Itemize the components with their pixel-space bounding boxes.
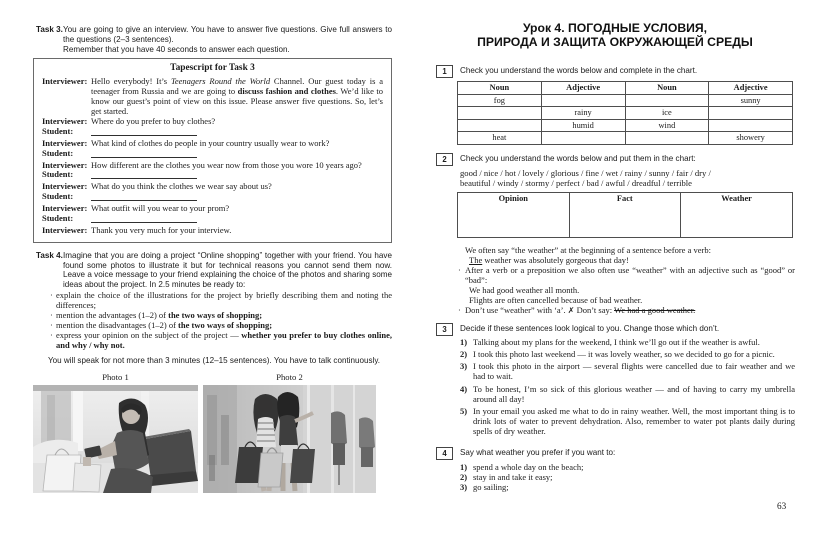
table-cell: heat	[458, 132, 542, 145]
speaker-label: Interviewer:	[42, 115, 88, 126]
dialog-text: . We’d like to know our guest’s point of view on this issue. Please answer five questions. So, let’s get started.	[91, 86, 383, 117]
exercise-3-instruction: Decide if these sentences look logical to you. Change those which don’t.	[460, 323, 720, 333]
word-list	[460, 168, 795, 188]
dialog-text: Channel. Our guest today is a teenager from Russia and we are going to	[91, 76, 383, 97]
note-bullet-text: Don’t say:	[574, 304, 615, 315]
task4-label: Task 4.	[36, 250, 63, 260]
note-bullet	[460, 265, 795, 285]
table-cell-empty	[625, 132, 709, 145]
item-number: 2)	[460, 471, 468, 482]
item-text: stay in and take it easy;	[473, 471, 553, 482]
table-row	[458, 107, 793, 120]
column-header: Noun	[625, 82, 709, 95]
note-bullet	[460, 305, 795, 316]
note-example	[460, 255, 795, 265]
exercise-4-items	[460, 462, 795, 493]
bullet-icon: ·	[50, 329, 53, 340]
sentence-item	[460, 338, 795, 348]
dialog-line	[42, 204, 383, 214]
list-item	[460, 472, 795, 482]
table-cell-empty	[541, 132, 625, 145]
underlined-word: The	[469, 254, 483, 265]
exercise-1	[435, 66, 795, 145]
bullet-bold-text: the two ways of shopping;	[168, 309, 263, 320]
dialog-text: What do you think the clothes we wear say about us?	[91, 181, 272, 192]
speaker-label: Student:	[42, 147, 74, 158]
answer-blank-line	[91, 127, 197, 136]
task4-bullet	[36, 291, 392, 311]
bullet-icon: ·	[50, 309, 53, 320]
note-example: Flights are often cancelled because of bad weather.	[469, 294, 643, 305]
bullet-text: express your opinion on the subject of the project —	[56, 329, 242, 340]
sentence-text: Talking about my plans for the weekend, I think we’ll go out if the weather is awful.	[473, 336, 760, 347]
sentence-number: 4)	[460, 383, 468, 394]
task3-instructions	[36, 25, 392, 54]
note-line: We often say “the weather” at the beginning of a sentence before a verb:	[465, 244, 711, 255]
right-page	[435, 22, 795, 492]
bullet-text: mention the disadvantages (1–2) of	[56, 319, 179, 330]
table-cell-empty	[458, 119, 542, 132]
speaker-label: Interviewer:	[42, 181, 88, 192]
sentence-number: 1)	[460, 336, 468, 347]
bullet-icon: ·	[458, 304, 461, 315]
list-item	[460, 482, 795, 492]
sentence-text: To be honest, I’m so sick of this glorious weather — and of having to carry my umbrella around all day!	[473, 383, 795, 404]
task3-intro-line1: You are going to give an interview. You have to answer five questions. Give full answers to the questions (2–3 sentences).	[63, 25, 392, 44]
speaker-label: Interviewer:	[42, 137, 88, 148]
dialog-line	[42, 139, 383, 149]
table-cell: showery	[709, 132, 793, 145]
speaker-label: Interviewer:	[42, 76, 88, 87]
photo-1-label: Photo 1	[102, 372, 129, 383]
dialog-text: What outfit will you wear to your prom?	[91, 203, 230, 214]
photo-2-label: Photo 2	[276, 372, 303, 383]
table-header-row	[458, 192, 793, 237]
dialog-text: What kind of clothes do people in your country usually wear to work?	[91, 137, 330, 148]
bullet-bold-text: whether you prefer to buy clothes online, and why / why not.	[56, 329, 392, 350]
table-row	[458, 132, 793, 145]
table-cell-empty	[709, 107, 793, 120]
sentence-text: I took this photo last weekend — it was lovely weather, so we decided to go for a picnic.	[473, 348, 775, 359]
dialog-line	[42, 161, 383, 171]
left-page	[36, 25, 392, 494]
sentence-item	[460, 385, 795, 405]
wrong-example-text: We had a good weather.	[614, 304, 696, 315]
sentence-item	[460, 407, 795, 437]
table-cell-empty	[709, 119, 793, 132]
speaker-label: Student:	[42, 213, 74, 224]
sentence-number: 5)	[460, 405, 468, 416]
photo-1-image	[33, 385, 198, 493]
answer-blank-line	[91, 214, 197, 223]
column-header: Adjective	[541, 82, 625, 95]
answer-blank-line	[91, 192, 197, 201]
bullet-bold-text: the two ways of shopping;	[178, 319, 273, 330]
bullet-icon: ·	[50, 319, 53, 330]
dont-say-cross-icon: ✗	[567, 305, 575, 315]
task4-bullet-list	[36, 291, 392, 350]
table-header-row	[458, 82, 793, 95]
dialog-text: Thank you very much for your interview.	[91, 224, 232, 235]
dialog-line	[42, 77, 383, 117]
word-list-line2: beautiful / windy / stormy / perfect / bad / awful / dreadful / terrible	[460, 177, 692, 188]
task3-label: Task 3.	[36, 25, 63, 34]
sentence-text: I took this photo in the airport — several flights were cancelled due to fair weather and we had to wait.	[473, 361, 795, 382]
exercise-3-sentences	[460, 338, 795, 437]
note-bullet-text: Don’t use “weather” with ‘a’.	[465, 304, 568, 315]
table-cell: sunny	[709, 94, 793, 107]
word-list-line1: good / nice / hot / lovely / glorious / fine / wet / rainy / sunny / fair / dry /	[460, 167, 711, 178]
item-text: go sailing;	[473, 482, 509, 493]
dialog-text: Hello everybody! It’s	[91, 76, 171, 87]
table-cell: wind	[625, 119, 709, 132]
tapescript-box	[33, 58, 392, 243]
note-bullet-text: After a verb or a preposition we also often use “weather” with an adjective such as “good” or “bad”:	[465, 264, 795, 285]
dialog-line	[42, 226, 383, 236]
dialog-bold-text: discuss fashion and clothes	[237, 86, 336, 97]
task4-note: You will speak for not more than 3 minutes (12–15 sentences). You have to talk continuously.	[48, 355, 381, 365]
opinion-fact-weather-table	[457, 192, 793, 238]
exercise-1-number: 1	[436, 65, 453, 78]
lesson-title-line2: ПРИРОДА И ЗАЩИТА ОКРУЖАЮЩЕЙ СРЕДЫ	[477, 34, 753, 49]
table-cell: ice	[625, 107, 709, 120]
table-row	[458, 119, 793, 132]
dialog-line	[42, 182, 383, 192]
bullet-icon: ·	[50, 290, 53, 301]
speaker-label: Student:	[42, 191, 74, 202]
answer-blank-line	[91, 170, 197, 179]
speaker-label: Interviewer:	[42, 203, 88, 214]
task4-instructions	[36, 251, 392, 290]
speaker-label: Interviewer:	[42, 159, 88, 170]
exercise-4	[435, 448, 795, 493]
photo-2-image	[203, 385, 376, 493]
exercise-2-instruction: Check you understand the words below and put them in the chart:	[460, 153, 696, 163]
table-cell: fog	[458, 94, 542, 107]
column-header: Weather	[681, 192, 793, 237]
sentence-number: 2)	[460, 348, 468, 359]
page-number: 63	[777, 501, 787, 511]
weather-usage-notes	[435, 245, 795, 316]
speaker-label: Student:	[42, 125, 74, 136]
dialog-text: How different are the clothes you wear now from those you wore 10 years ago?	[91, 159, 362, 170]
sentence-text: In your email you asked me what to do in rainy weather. Well, the most important thing is to drink lots of water to prevent dehydration. Also, remember to water pot plants daily during spells of dry weather.	[473, 405, 795, 436]
item-number: 3)	[460, 482, 468, 493]
note-example-text: weather was absolutely gorgeous that day!	[482, 254, 629, 265]
weather-words-table	[457, 81, 793, 145]
channel-name: Teenagers Round the World	[170, 76, 271, 87]
exercise-3-number: 3	[436, 323, 453, 336]
table-cell-empty	[458, 107, 542, 120]
speaker-label: Interviewer:	[42, 224, 88, 235]
task4-intro: Imagine that you are doing a project “Online shopping” together with your friend. You have found some photos to illustrate it but for technical reasons you cannot send them now. Leave a voice message to your friend explaining the choice of the photos and sharing some ideas about the project. In 2.5 minutes be ready to:	[63, 250, 392, 290]
dialog-text: Where do you prefer to buy clothes?	[91, 115, 216, 126]
table-cell: rainy	[541, 107, 625, 120]
exercise-1-instruction: Check you understand the words below and complete in the chart.	[460, 66, 698, 75]
photo-1	[33, 372, 198, 493]
sentence-item	[460, 362, 795, 382]
dialog-line	[42, 117, 383, 127]
bullet-text: explain the choice of the illustrations for the project by briefly describing them and noting the differences;	[56, 290, 392, 310]
column-header: Noun	[458, 82, 542, 95]
table-cell-empty	[625, 94, 709, 107]
exercise-3	[435, 324, 795, 437]
bullet-icon: ·	[458, 264, 461, 275]
speaker-label: Student:	[42, 169, 74, 180]
photo-2	[203, 372, 376, 493]
exercise-2	[435, 154, 795, 238]
photos-row	[36, 372, 392, 494]
exercise-2-number: 2	[436, 153, 453, 166]
lesson-title	[435, 22, 795, 49]
column-header: Fact	[569, 192, 681, 237]
column-header: Adjective	[709, 82, 793, 95]
bullet-text: mention the advantages (1–2) of	[56, 309, 169, 320]
exercise-4-instruction: Say what weather you prefer if you want to:	[460, 447, 616, 457]
answer-blank-line	[91, 149, 197, 158]
table-cell-empty	[541, 94, 625, 107]
table-row	[458, 94, 793, 107]
task3-intro-line2: Remember that you have 40 seconds to answer each question.	[63, 44, 290, 54]
column-header: Opinion	[458, 192, 570, 237]
sentence-number: 3)	[460, 361, 468, 372]
note-example: We had good weather all month.	[469, 284, 580, 295]
lesson-title-line1: Урок 4. ПОГОДНЫЕ УСЛОВИЯ,	[522, 21, 708, 35]
table-cell: humid	[541, 119, 625, 132]
sentence-item	[460, 350, 795, 360]
item-text: spend a whole day on the beach;	[473, 461, 584, 472]
tapescript-title: Tapescript for Task 3	[170, 63, 255, 74]
task4-bullet	[36, 331, 392, 351]
list-item	[460, 462, 795, 472]
exercise-4-number: 4	[436, 447, 453, 460]
item-number: 1)	[460, 461, 468, 472]
